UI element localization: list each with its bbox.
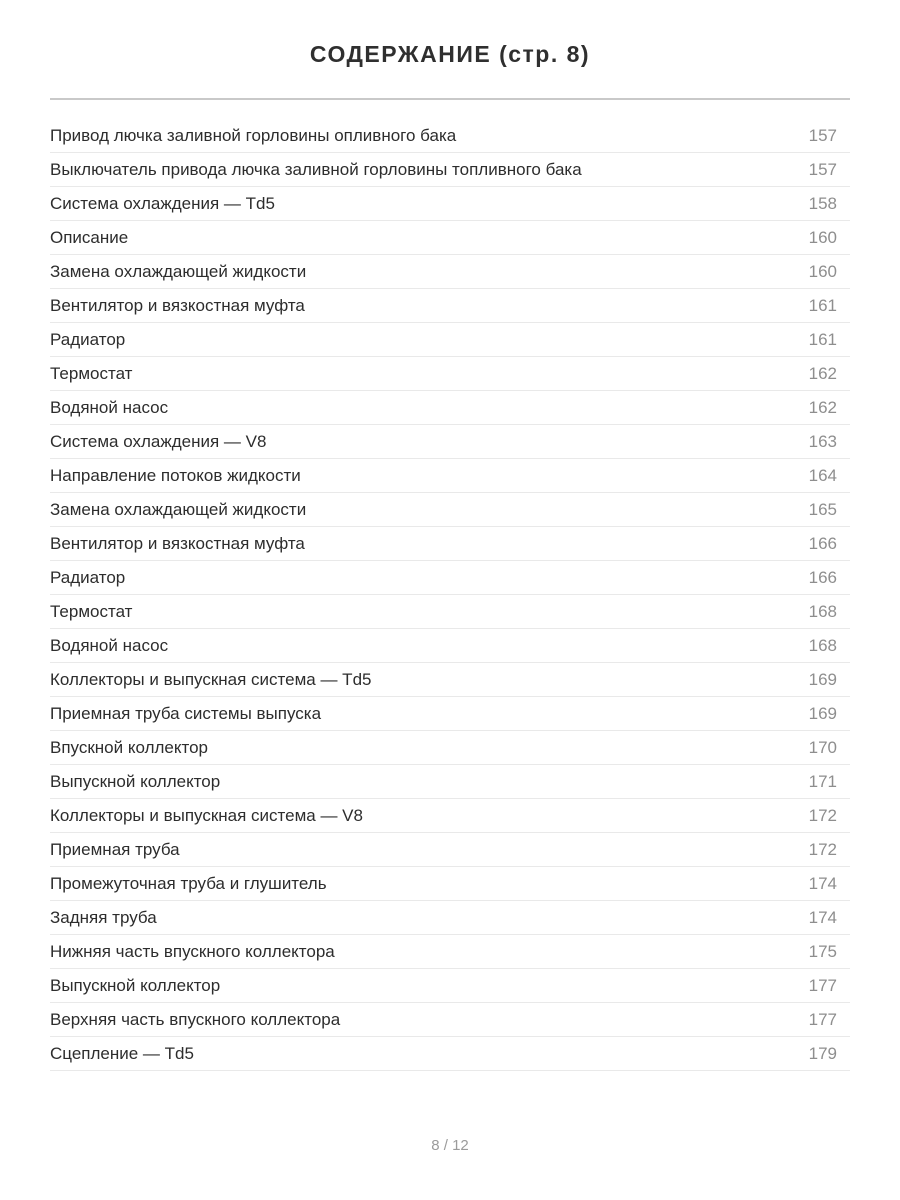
toc-row[interactable]: [50, 731, 850, 765]
toc-row[interactable]: [50, 561, 850, 595]
toc-row[interactable]: [50, 357, 850, 391]
toc-row[interactable]: [50, 425, 850, 459]
toc-entry-page: 166: [808, 533, 837, 553]
header-divider: [50, 98, 850, 100]
toc-entry-label: Верхняя часть впускного коллектора: [50, 1009, 341, 1029]
toc-entry-page: 179: [808, 1043, 837, 1063]
toc-entry-label: Привод лючка заливной горловины опливного бака: [50, 125, 457, 145]
toc-row[interactable]: [50, 255, 850, 289]
toc-entry-page: 169: [808, 669, 837, 689]
toc-row[interactable]: [50, 867, 850, 901]
toc-row[interactable]: [50, 1003, 850, 1037]
toc-entry-label: Коллекторы и выпускная система — V8: [50, 805, 363, 825]
toc-entry-label: Термостат: [50, 363, 133, 383]
toc-entry-page: 158: [808, 193, 837, 213]
toc-row[interactable]: [50, 527, 850, 561]
toc-row[interactable]: [50, 153, 850, 187]
toc-entry-page: 157: [808, 125, 837, 145]
toc-entry-page: 174: [808, 873, 837, 893]
toc-entry-label: Система охлаждения — V8: [50, 431, 267, 451]
toc-row[interactable]: [50, 663, 850, 697]
toc-entry-page: 161: [808, 329, 837, 349]
toc-entry-label: Система охлаждения — Td5: [50, 193, 275, 213]
toc-entry-page: 165: [808, 499, 837, 519]
toc-entry-label: Радиатор: [50, 329, 126, 349]
page-indicator: 8 / 12: [431, 1137, 469, 1154]
toc-entry-page: 168: [808, 635, 837, 655]
page-title: СОДЕРЖАНИЕ (стр. 8): [309, 41, 591, 67]
toc-entry-page: 163: [808, 431, 837, 451]
toc-entry-page: 157: [808, 159, 837, 179]
toc-entry-page: 166: [808, 567, 837, 587]
toc-row[interactable]: [50, 323, 850, 357]
toc-entry-page: 164: [808, 465, 837, 485]
toc-entry-label: Водяной насос: [50, 635, 169, 655]
toc-entry-label: Сцепление — Td5: [50, 1043, 194, 1063]
toc-entry-page: 170: [808, 737, 837, 757]
toc-entry-label: Коллекторы и выпускная система — Td5: [50, 669, 372, 689]
toc-list: [50, 119, 850, 1071]
toc-entry-page: 160: [808, 261, 837, 281]
toc-entry-page: 168: [808, 601, 837, 621]
toc-row[interactable]: [50, 1037, 850, 1071]
toc-row[interactable]: [50, 391, 850, 425]
toc-entry-page: 177: [808, 975, 837, 995]
toc-row[interactable]: [50, 765, 850, 799]
toc-entry-page: 175: [808, 941, 837, 961]
toc-entry-label: Вентилятор и вязкостная муфта: [50, 295, 305, 315]
toc-row[interactable]: [50, 697, 850, 731]
toc-entry-label: Выпускной коллектор: [50, 975, 221, 995]
toc-row[interactable]: [50, 969, 850, 1003]
toc-entry-label: Описание: [50, 227, 129, 247]
toc-row[interactable]: [50, 493, 850, 527]
toc-entry-label: Выпускной коллектор: [50, 771, 221, 791]
toc-entry-label: Замена охлаждающей жидкости: [50, 499, 307, 519]
toc-entry-page: 161: [808, 295, 837, 315]
toc-entry-label: Приемная труба: [50, 839, 180, 859]
toc-entry-page: 162: [808, 397, 837, 417]
toc-row[interactable]: [50, 289, 850, 323]
toc-entry-label: Водяной насос: [50, 397, 169, 417]
toc-row[interactable]: [50, 595, 850, 629]
toc-row[interactable]: [50, 119, 850, 153]
toc-entry-page: 171: [808, 771, 837, 791]
toc-entry-label: Термостат: [50, 601, 133, 621]
toc-entry-label: Впускной коллектор: [50, 737, 208, 757]
toc-entry-page: 162: [808, 363, 837, 383]
toc-row[interactable]: [50, 901, 850, 935]
toc-page: [50, 0, 850, 1200]
toc-entry-page: 160: [808, 227, 837, 247]
toc-entry-page: 174: [808, 907, 837, 927]
toc-row[interactable]: [50, 187, 850, 221]
toc-entry-label: Радиатор: [50, 567, 126, 587]
toc-entry-label: Выключатель привода лючка заливной горловины топливного бака: [50, 159, 582, 179]
toc-row[interactable]: [50, 221, 850, 255]
toc-row[interactable]: [50, 833, 850, 867]
toc-entry-page: 172: [808, 839, 837, 859]
toc-entry-label: Замена охлаждающей жидкости: [50, 261, 307, 281]
toc-entry-label: Направление потоков жидкости: [50, 465, 301, 485]
toc-entry-label: Задняя труба: [50, 907, 157, 927]
toc-entry-page: 172: [808, 805, 837, 825]
toc-row[interactable]: [50, 935, 850, 969]
toc-row[interactable]: [50, 799, 850, 833]
toc-entry-label: Нижняя часть впускного коллектора: [50, 941, 335, 961]
toc-entry-label: Промежуточная труба и глушитель: [50, 873, 327, 893]
toc-entry-label: Вентилятор и вязкостная муфта: [50, 533, 305, 553]
toc-row[interactable]: [50, 629, 850, 663]
toc-entry-page: 169: [808, 703, 837, 723]
toc-entry-label: Приемная труба системы выпуска: [50, 703, 322, 723]
toc-entry-page: 177: [808, 1009, 837, 1029]
toc-row[interactable]: [50, 459, 850, 493]
